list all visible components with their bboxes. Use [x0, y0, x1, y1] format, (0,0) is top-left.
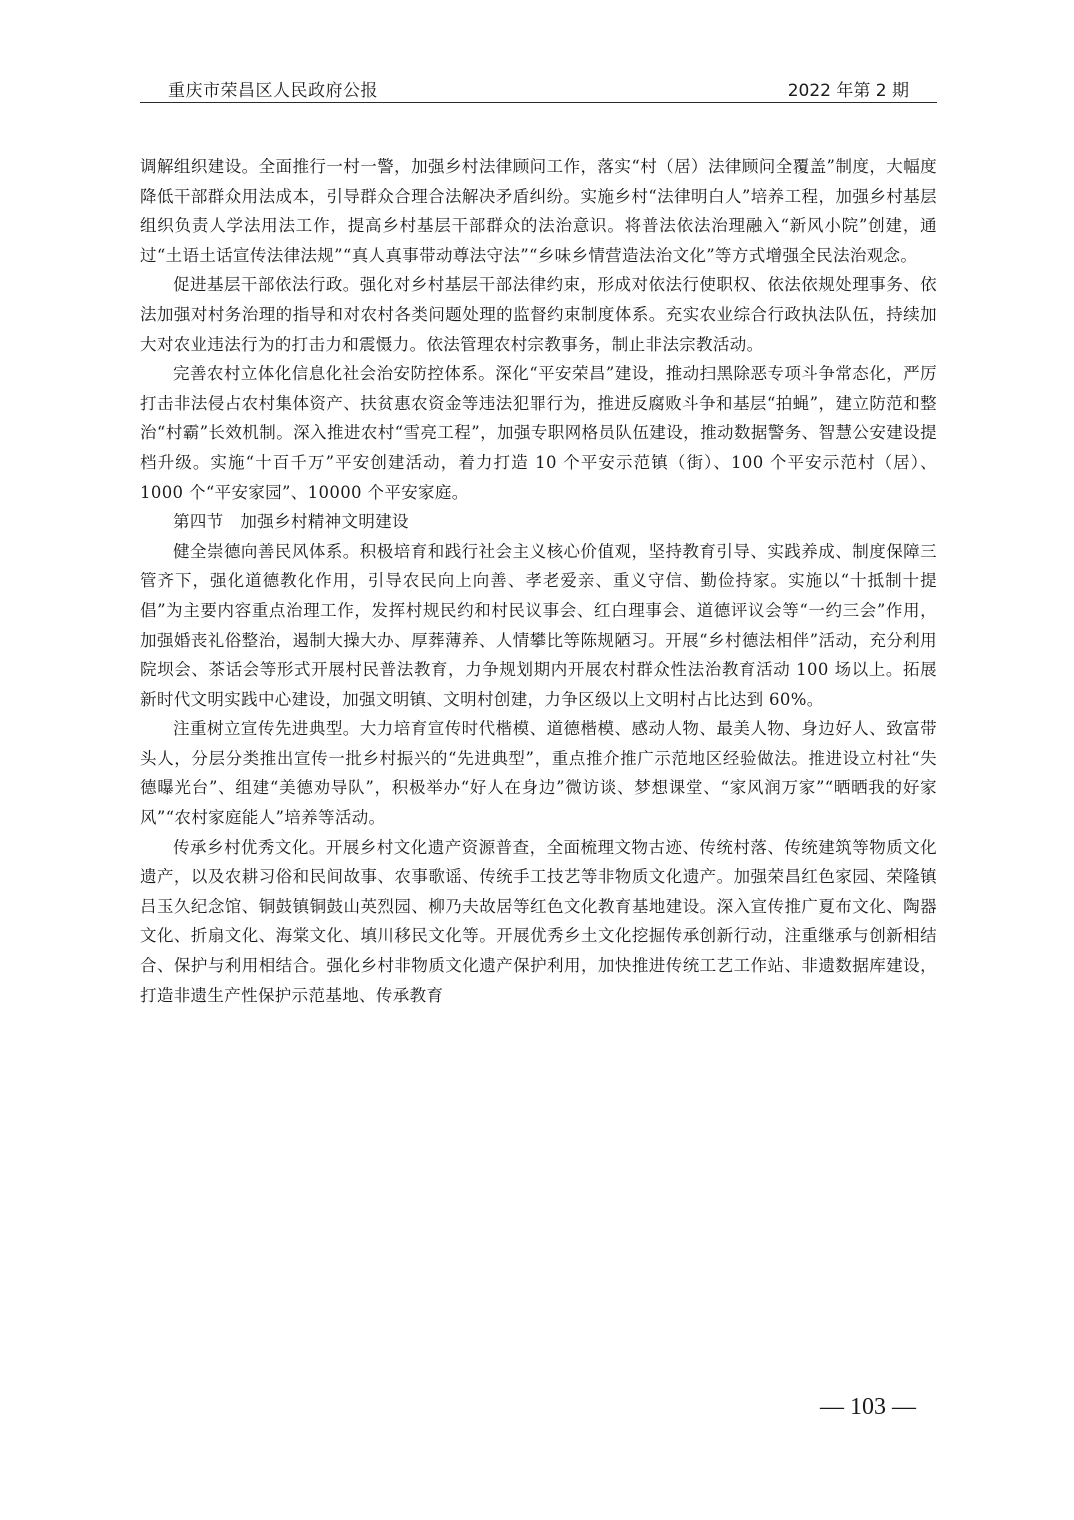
body-text — [140, 152, 937, 1010]
issue-label: 2022 年第 2 期 — [787, 81, 909, 101]
paragraph-continued: 调解组织建设。全面推行一村一警，加强乡村法律顾问工作，落实“村（居）法律顾问全覆盖”制度，大幅度降低干部群众用法成本，引导群众合理合法解决矛盾纠纷。实施乡村“法律明白人”培养工程，加强乡村基层组织负责人学法用法工作，提高乡村基层干部群众的法治意识。将普法依法治理融入“新风小院”创建，通过“土语土话宣传法律法规”“真人真事带动尊法守法”“乡味乡情营造法治文化”等方式增强全民法治观念。 — [140, 157, 937, 265]
section-heading: 第四节 加强乡村精神文明建设 — [173, 512, 409, 532]
page-number: — 103 — — [820, 1394, 916, 1420]
page-header — [140, 76, 937, 103]
paragraph: 注重树立宣传先进典型。大力培育宣传时代楷模、道德楷模、感动人物、最美人物、身边好人、致富带头人，分层分类推出宣传一批乡村振兴的“先进典型”，重点推介推广示范地区经验做法。推进设立村社“失德曝光台”、组建“美德劝导队”，积极举办“好人在身边”微访谈、梦想课堂、“家风润万家”“晒晒我的好家风”“农村家庭能人”培养等活动。 — [140, 719, 937, 828]
paragraph: 完善农村立体化信息化社会治安防控体系。深化“平安荣昌”建设，推动扫黑除恶专项斗争常态化，严厉打击非法侵占农村集体资产、扶贫惠农资金等违法犯罪行为，推进反腐败斗争和基层“拍蝇”，建立防范和整治“村霸”长效机制。深入推进农村“雪亮工程”，加强专职网格员队伍建设，推动数据警务、智慧公安建设提档升级。实施“十百千万”平安创建活动，着力打造 10 个平安示范镇（街）、100 个平安示范村（居）、1000 个“平安家园”、10000 个平安家庭。 — [140, 364, 937, 502]
paragraph: 健全崇德向善民风体系。积极培育和践行社会主义核心价值观，坚持教育引导、实践养成、制度保障三管齐下，强化道德教化作用，引导农民向上向善、孝老爱亲、重义守信、勤俭持家。实施以“十抵制十提倡”为主要内容重点治理工作，发挥村规民约和村民议事会、红白理事会、道德评议会等“一约三会”作用，加强婚丧礼俗整治，遏制大操大办、厚葬薄养、人情攀比等陈规陋习。开展“乡村德法相伴”活动，充分利用院坝会、茶话会等形式开展村民普法教育，力争规划期内开展农村群众性法治教育活动 100 场以上。拓展新时代文明实践中心建设，加强文明镇、文明村创建，力争区级以上文明村占比达到 60%。 — [140, 541, 937, 709]
publication-title: 重庆市荣昌区人民政府公报 — [168, 81, 378, 101]
paragraph: 促进基层干部依法行政。强化对乡村基层干部法律约束，形成对依法行使职权、依法依规处理事务、依法加强对村务治理的指导和对农村各类问题处理的监督约束制度体系。充实农业综合行政执法队伍，持续加大对农业违法行为的打击力和震慑力。依法管理农村宗教事务，制止非法宗教活动。 — [140, 275, 937, 354]
paragraph: 传承乡村优秀文化。开展乡村文化遗产资源普查，全面梳理文物古迹、传统村落、传统建筑等物质文化遗产，以及农耕习俗和民间故事、农事歌谣、传统手工技艺等非物质文化遗产。加强荣昌红色家园、荣隆镇吕玉久纪念馆、铜鼓镇铜鼓山英烈园、柳乃夫故居等红色文化教育基地建设。深入宣传推广夏布文化、陶器文化、折扇文化、海棠文化、填川移民文化等。开展优秀乡土文化挖掘传承创新行动，注重继承与创新相结合、保护与利用相结合。强化乡村非物质文化遗产保护利用，加快推进传统工艺工作站、非遗数据库建设，打造非遗生产性保护示范基地、传承教育 — [140, 837, 937, 1005]
